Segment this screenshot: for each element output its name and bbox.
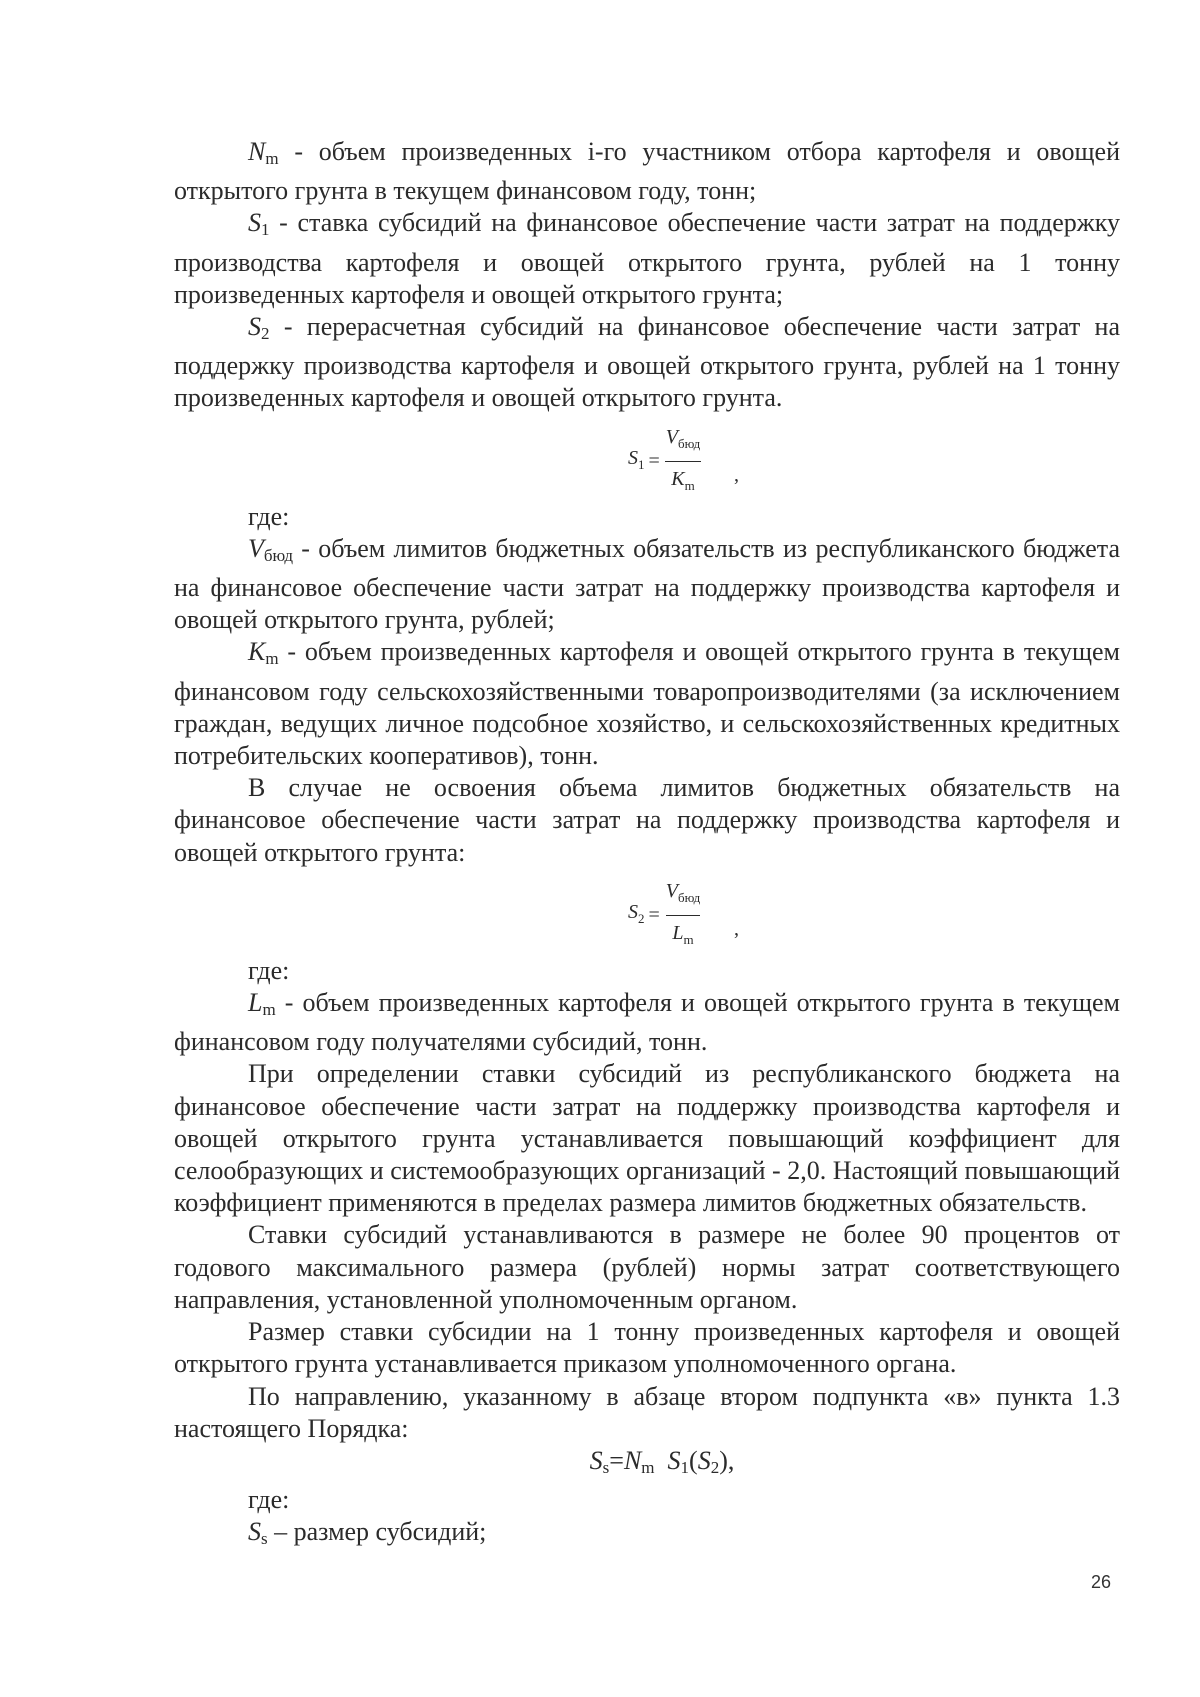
variable-ss: $S_s$ (248, 1517, 268, 1549)
formula-s1: $S_1$ = $\frac{V_{бюд}}{K_m}$ , (174, 415, 1120, 501)
paragraph-direction: По направлению, указанному в абзаце втором подпункта «в» пункта 1.3 настоящего Порядка: (174, 1381, 1120, 1443)
variable-km: $K_m$ (248, 637, 279, 669)
formula-s2: $S_2$ = $\frac{V_{бюд}}{L_m}$ , (174, 869, 1120, 955)
paragraph-lm-definition: $L_m$ - объем произведенных картофеля и овощей открытого грунта в текущем финансовом году получателями субсидий, тонн. (174, 988, 1120, 1057)
paragraph-case-not-used: В случае не освоения объема лимитов бюджетных обязательств на финансовое обеспечение части затрат на поддержку производства картофеля и овощей открытого грунта: (174, 773, 1120, 867)
variable-vbud: $V_{бюд}$ (248, 533, 294, 565)
paragraph-s2-definition: $S_2$ - перерасчетная субсидий на финансовое обеспечение части затрат на поддержку производства картофеля и овощей открытого грунта, рублей на 1 тонну произведенных картофеля и овощей открытого грунта. (174, 312, 1120, 413)
paragraph-rate-order: Размер ставки субсидии на 1 тонну произведенных картофеля и овощей открытого грунта устанавливается приказом уполномоченного органа. (174, 1317, 1120, 1379)
where-label: где: (248, 1485, 290, 1515)
paragraph-coefficient: При определении ставки субсидий из республиканского бюджета на финансовое обеспечение части затрат на поддержку производства картофеля и овощей открытого грунта устанавливается повышающий коэффициент для селообразующих и системообразующих организаций - 2,0. Настоящий повышающий коэффициент применяются в пределах размера лимитов бюджетных обязательств. (174, 1059, 1120, 1218)
where-label: где: (248, 955, 290, 985)
paragraph-s1-definition: $S_1$ - ставка субсидий на финансовое обеспечение части затрат на поддержку производства картофеля и овощей открытого грунта, рублей на 1 тонну произведенных картофеля и овощей открытого грунта; (174, 208, 1120, 309)
variable-lm: $L_m$ (248, 988, 276, 1020)
paragraph-nm-definition: $N_m$ - объем произведенных i-го участником отбора картофеля и овощей открытого грунта в текущем финансовом году, тонн; (174, 137, 1120, 206)
paragraph-rates-limit: Ставки субсидий устанавливаются в размере не более 90 процентов от годового максимального размера (рублей) нормы затрат соответствующего направления, установленной уполномоченным органом. (174, 1220, 1120, 1314)
variable-n: $N_m$ (248, 137, 279, 168)
where-label: где: (248, 501, 290, 531)
variable-s1: $S_1$ (248, 208, 270, 240)
paragraph-km-definition: $K_m$ - объем произведенных картофеля и овощей открытого грунта в текущем финансовом году сельскохозяйственными товаропроизводителями (за исключением граждан, ведущих личное подсобное хозяйство, и сельскохозяйственных кредитных потребительских кооперативов), тонн. (174, 637, 1120, 771)
variable-s2: $S_2$ (248, 312, 270, 344)
document-body (174, 136, 1120, 1556)
paragraph-ss-definition: $S_s$ – размер субсидий; (248, 1517, 487, 1549)
page-number: 26 (1091, 1572, 1112, 1592)
formula-ss: $S_s=N_m$ $S_1(S_2)$, (589, 1445, 735, 1477)
paragraph-vbud-definition: $V_{бюд}$ - объем лимитов бюджетных обязательств из республиканского бюджета на финансовое обеспечение части затрат на поддержку производства картофеля и овощей открытого грунта, рублей; (174, 533, 1120, 635)
